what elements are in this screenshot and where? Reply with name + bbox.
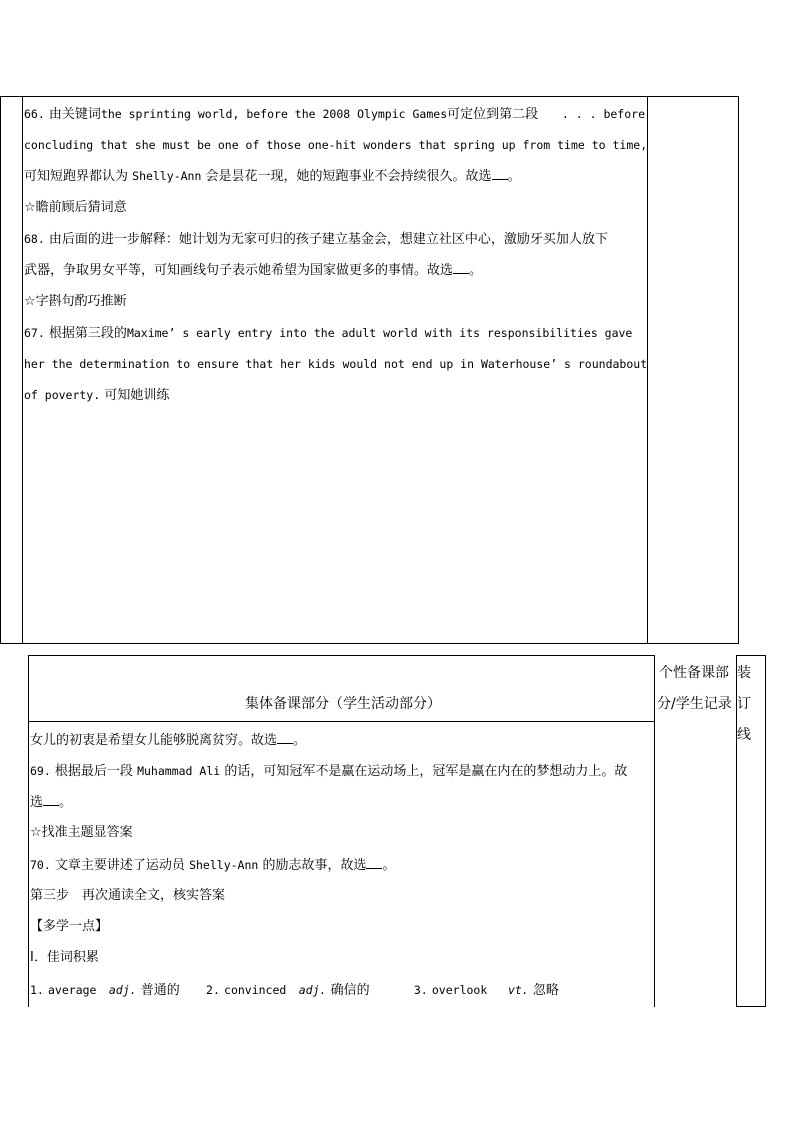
text-line: 可知短跑界都认为 Shelly-Ann 会是昙花一现，她的短跑事业不会持续很久。故选 。 <box>24 169 521 184</box>
binding-label-char: 订 <box>737 696 751 712</box>
bottom-table-top-rule <box>28 655 655 656</box>
bottom-table-left-rule <box>28 655 29 1007</box>
answer-blank <box>277 732 293 744</box>
learn-more-heading: 【多学一点】 <box>30 919 109 934</box>
vocab-item: 2. convinced adj. 确信的 <box>206 983 370 998</box>
text-line: 69. 根据最后一段 Muhammad Ali 的话，可知冠军不是赢在运动场上，冠军是赢在内在的梦想动力上。故 <box>30 764 628 779</box>
answer-blank <box>492 168 508 180</box>
section-heading: ☆找准主题显答案 <box>30 825 133 840</box>
text-line: concluding that she must be one of those one-hit wonders that spring up from time to time, <box>24 138 648 152</box>
text-line: 武器，争取男女平等，可知画线句子表示她希望为国家做更多的事情。故选 。 <box>24 263 483 278</box>
bottom-table-header: 集体备课部分（学生活动部分） <box>245 696 441 712</box>
question-number: 69. <box>30 764 51 778</box>
vocab-heading: Ⅰ．佳词积累 <box>30 950 99 965</box>
question-number: 67. <box>24 326 45 340</box>
text-line: 66. 由关键词the sprinting world, before the 2008 Olympic Games可定位到第二段 . . . before <box>24 107 645 122</box>
top-table-left-rule <box>22 96 23 644</box>
text-line: 70. 文章主要讲述了运动员 Shelly-Ann 的励志故事，故选 。 <box>30 858 396 873</box>
text-line: 选 。 <box>30 795 73 810</box>
question-number: 68. <box>24 232 45 246</box>
question-number: 66. <box>24 107 45 121</box>
section-heading: ☆瞻前顾后猜词意 <box>24 200 127 215</box>
personal-notes-header-line-1: 个性备课部 <box>659 665 729 681</box>
question-number: 70. <box>30 858 51 872</box>
text-line: of poverty. 可知她训练 <box>24 388 170 403</box>
section-heading: ☆字斟句酌巧推断 <box>24 294 127 309</box>
text-line: her the determination to ensure that her kids would not end up in Waterhouse’ s roundabout <box>24 357 648 371</box>
text-line: 67. 根据第三段的Maxime’ s early entry into the adult world with its responsibilities gave <box>24 326 633 341</box>
vocab-item: 3. overlook vt. 忽略 <box>413 983 559 998</box>
bottom-table-mid-rule <box>654 655 655 1007</box>
vocab-list <box>30 982 559 999</box>
answer-blank <box>453 262 469 274</box>
answer-blank <box>366 857 382 869</box>
binding-label-char: 线 <box>737 727 751 743</box>
bottom-table-header-rule <box>28 721 655 722</box>
personal-notes-header-line-2: 分/学生记录 <box>657 696 732 712</box>
vocab-item: 1. average adj. 普通的 <box>30 983 180 998</box>
binding-label-char: 装 <box>737 665 751 681</box>
step-heading: 第三步 再次通读全文，核实答案 <box>30 888 226 903</box>
text-line: 68. 由后面的进一步解释：她计划为无家可归的孩子建立基金会，想建立社区中心，激励牙买加人放下 <box>24 232 608 247</box>
answer-blank <box>43 794 59 806</box>
top-table-right-rule <box>647 96 648 644</box>
text-line: 女儿的初衷是希望女儿能够脱离贫穷。故选 。 <box>30 733 307 748</box>
